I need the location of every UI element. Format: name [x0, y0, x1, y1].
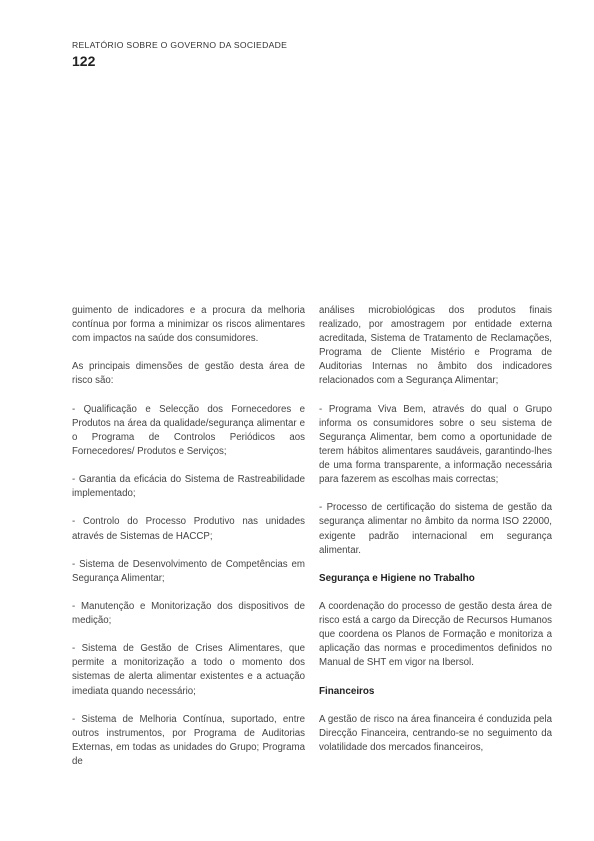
report-section-title: RELATÓRIO SOBRE O GOVERNO DA SOCIEDADE: [72, 40, 288, 50]
list-item: - Sistema de Gestão de Crises Alimentares, que permite a monitorização a todo o momento dos sistemas de alerta alimentar existentes e a actuação imediata quando necessário;: [72, 643, 305, 697]
paragraph: A coordenação do processo de gestão desta área de risco está a cargo da Direcção de Recursos Humanos que coordena os Planos de Formação e monitoriza a aplicação das normas e procedimentos definidos no Manual de SHT em vigor na Ibersol.: [319, 600, 552, 669]
paragraph: guimento de indicadores e a procura da melhoria contínua por forma a minimizar os riscos alimentares com impactos na saúde dos consumidores.: [72, 305, 305, 345]
list-item: - Garantia da eficácia do Sistema de Rastreabilidade implementado;: [72, 474, 305, 500]
list-item: - Qualificação e Selecção dos Fornecedores e Produtos na área da qualidade/segurança alimentar e o Programa de Controlos Periódicos aos Fornecedores/ Produtos e Serviços;: [72, 403, 305, 457]
list-item: - Manutenção e Monitorização dos dispositivos de medição;: [72, 600, 305, 627]
left-column: [72, 304, 305, 783]
page-number: 122: [72, 53, 96, 69]
section-heading-financial: Financeiros: [319, 685, 375, 697]
paragraph: A gestão de risco na área financeira é conduzida pela Direcção Financeira, centrando-se no seguimento da volatilidade dos mercados financeiros,: [319, 713, 552, 753]
paragraph: As principais dimensões de gestão desta área de risco são:: [72, 361, 305, 387]
list-item: - Processo de certificação do sistema de gestão da segurança alimentar no âmbito da norma ISO 22000, exigente padrão internacional em segurança alimentar.: [319, 502, 552, 556]
paragraph: análises microbiológicas dos produtos finais realizado, por amostragem por entidade externa acreditada, Sistema de Tratamento de Reclamações, Programa de Cliente Mistério e Programa de Auditorias Internas no âmbito dos indicadores relacionados com a Segurança Alimentar;: [319, 305, 552, 387]
list-item: - Programa Viva Bem, através do qual o Grupo informa os consumidores sobre o seu sistema de Segurança Alimentar, bem como a oportunidade de terem hábitos alimentares saudáveis, garantindo-lhes de uma forma transparente, a informação necessária para fazerem as escolhas mais correctas;: [319, 403, 552, 486]
list-item: - Controlo do Processo Produtivo nas unidades através de Sistemas de HACCP;: [72, 516, 305, 542]
section-heading-safety: Segurança e Higiene no Trabalho: [319, 572, 475, 584]
list-item: - Sistema de Melhoria Contínua, suportado, entre outros instrumentos, por Programa de Auditorias Externas, em todas as unidades do Grupo; Programa de: [72, 713, 305, 767]
right-column: [319, 304, 552, 769]
list-item: - Sistema de Desenvolvimento de Competências em Segurança Alimentar;: [72, 558, 305, 584]
page-header: [72, 40, 287, 69]
